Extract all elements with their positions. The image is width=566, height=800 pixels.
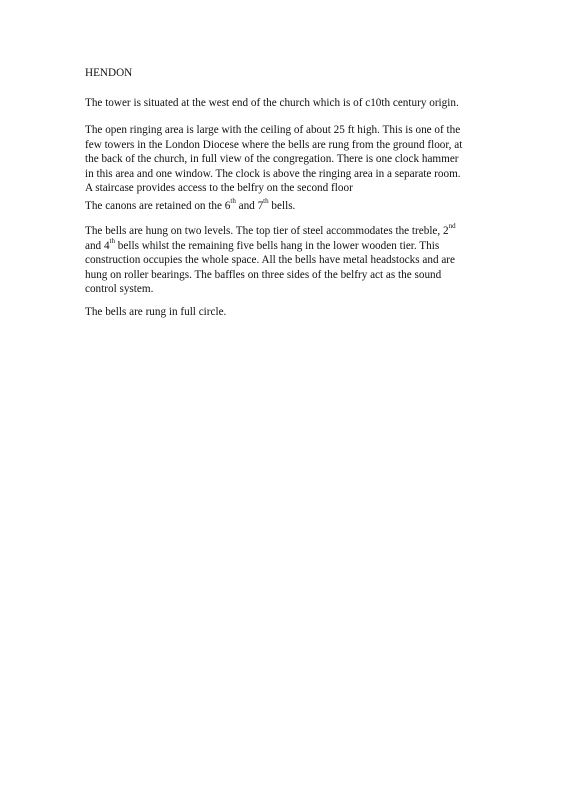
paragraph-line: the back of the church, in full view of the congregation. There is one clock hammer bbox=[85, 153, 459, 165]
paragraph-line: hung on roller bearings. The baffles on three sides of the belfry act as the sound bbox=[85, 268, 442, 281]
paragraph-line: The bells are hung on two levels. The top tier of steel accommodates the treble, 2nd bbox=[85, 222, 456, 237]
paragraph-line: The canons are retained on the 6th and 7th bells. bbox=[85, 197, 296, 212]
paragraph-line: construction occupies the whole space. All the bells have metal headstocks and are bbox=[85, 254, 455, 266]
paragraph-line: control system. bbox=[85, 283, 154, 295]
paragraph-ringing-area bbox=[85, 123, 485, 196]
paragraph-line: in this area and one window. The clock is above the ringing area in a separate room. bbox=[85, 167, 461, 180]
paragraph-bell-frame bbox=[85, 224, 485, 297]
paragraph-canons bbox=[85, 199, 485, 214]
document-title: HENDON bbox=[85, 67, 133, 79]
paragraph-tower-location: The tower is situated at the west end of the church which is of c10th century origin. bbox=[85, 97, 459, 109]
paragraph-line: and 4th bells whilst the remaining five bells hang in the lower wooden tier. This bbox=[85, 236, 440, 252]
paragraph-line: The open ringing area is large with the ceiling of about 25 ft high. This is one of the bbox=[85, 124, 461, 136]
paragraph-line: few towers in the London Diocese where the bells are rung from the ground floor, at bbox=[85, 138, 463, 151]
paragraph-full-circle: The bells are rung in full circle. bbox=[85, 306, 227, 318]
paragraph-line: A staircase provides access to the belfry on the second floor bbox=[85, 182, 353, 194]
